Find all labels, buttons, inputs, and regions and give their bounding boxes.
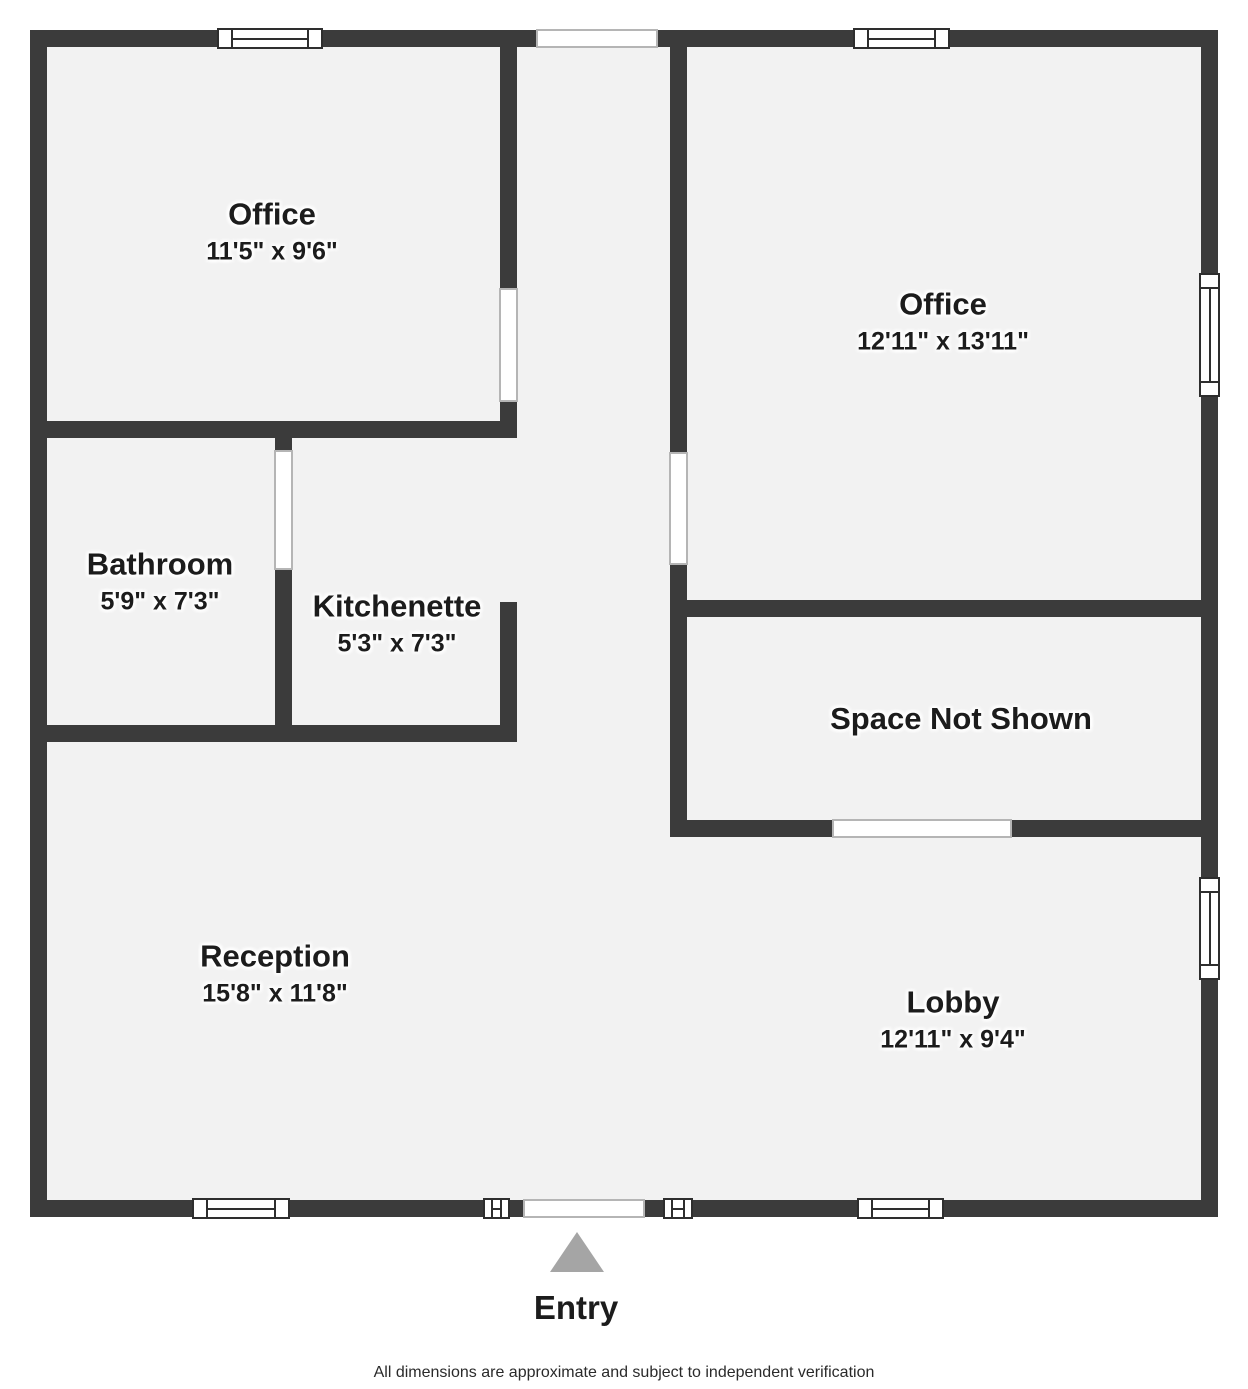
room-label-office-1	[206, 196, 338, 271]
door-opening	[523, 1199, 645, 1218]
room-name: Lobby	[906, 984, 1000, 1020]
wall	[500, 602, 517, 742]
room-name: Kitchenette	[312, 588, 482, 624]
room-dims: 11'5" x 9'6"	[206, 237, 338, 266]
window-symbol	[663, 1198, 693, 1219]
room-label-space-not-shown	[830, 700, 1092, 738]
door-opening	[669, 452, 688, 565]
door-opening	[499, 288, 518, 402]
entry-label: Entry	[533, 1289, 619, 1326]
room-dims: 15'8" x 11'8"	[202, 979, 348, 1008]
window-symbol	[1199, 273, 1220, 397]
room-dims: 5'3" x 7'3"	[337, 629, 457, 658]
room-name: Office	[899, 286, 987, 322]
room-dims: 5'9" x 7'3"	[100, 587, 220, 616]
window-symbol	[217, 28, 323, 49]
wall	[1201, 30, 1218, 1217]
wall	[670, 600, 1218, 617]
door-opening	[536, 29, 658, 48]
wall	[30, 30, 47, 1217]
wall	[30, 725, 517, 742]
window-symbol	[483, 1198, 510, 1219]
window-symbol	[857, 1198, 944, 1219]
room-name: Office	[228, 196, 316, 232]
room-label-lobby	[880, 984, 1025, 1059]
wall	[670, 47, 687, 837]
room-label-kitchenette	[313, 588, 482, 663]
room-label-reception	[200, 938, 350, 1013]
room-dims: 12'11" x 9'4"	[880, 1025, 1026, 1054]
entry-arrow-icon	[550, 1232, 604, 1272]
window-symbol	[853, 28, 950, 49]
room-name: Bathroom	[86, 546, 234, 582]
room-name: Reception	[200, 938, 350, 974]
disclaimer-text: All dimensions are approximate and subject to independent verification	[373, 1364, 875, 1381]
window-symbol	[1199, 877, 1220, 980]
room-label-office-2	[857, 286, 1029, 361]
window-symbol	[192, 1198, 290, 1219]
door-opening	[832, 819, 1012, 838]
room-name: Space Not Shown	[830, 701, 1092, 736]
room-label-bathroom	[87, 546, 233, 621]
door-opening	[274, 450, 293, 570]
wall	[30, 421, 517, 438]
room-dims: 12'11" x 13'11"	[857, 327, 1029, 356]
